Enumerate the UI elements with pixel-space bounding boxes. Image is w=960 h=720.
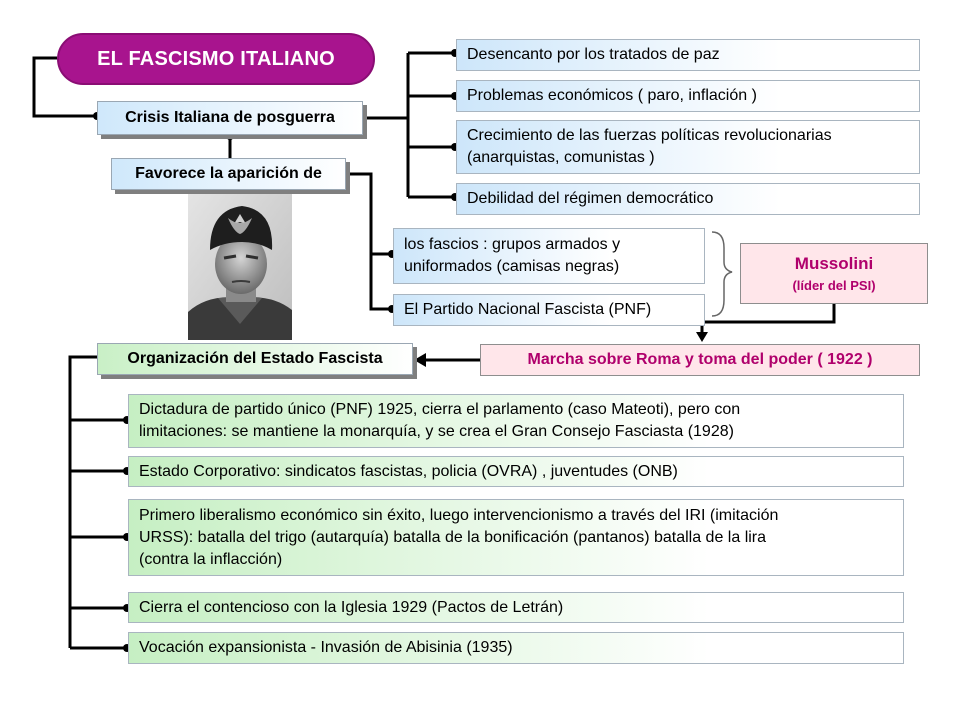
mussolini-subtitle: (líder del PSI) [792,278,876,293]
organizacion-label-box [97,343,413,375]
organizacion-item-text-line2: limitaciones: se mantiene la monarquía, y se crea el Gran Consejo Fasciasta (1928) [139,423,734,440]
favorece-label-box [111,158,346,190]
organizacion-label: Organización del Estado Fascista [127,350,383,367]
crisis-label: Crisis Italiana de posguerra [125,109,335,126]
favorece-item-text: El Partido Nacional Fascista (PNF) [404,301,652,318]
organizacion-item-text: Vocación expansionista - Invasión de Abisinia (1935) [139,639,513,656]
portrait-image-icon [188,194,292,340]
mussolini-name: Mussolini [794,254,874,273]
organizacion-item-dictadura [128,394,904,448]
organizacion-item-text-line1: Dictadura de partido único (PNF) 1925, cierra el parlamento (caso Mateoti), pero con [139,401,741,418]
organizacion-item-corporativo [128,456,904,487]
marcha-text: Marcha sobre Roma y toma del poder ( 1922 ) [527,351,873,368]
crisis-item-crecimiento [456,120,920,174]
crisis-item-text: Problemas económicos ( paro, inflación ) [467,87,757,104]
crisis-item-desencanto [456,39,920,71]
mussolini-portrait [188,194,292,340]
crisis-label-box [97,101,363,135]
organizacion-item-iglesia [128,592,904,623]
organizacion-item-text: Cierra el contencioso con la Iglesia 1929 (Pactos de Letrán) [139,598,564,616]
organizacion-item-text-line2: URSS): batalla del trigo (autarquía) batalla de la bonificación (pantanos) batalla de la lira [139,528,767,546]
marcha-box [480,344,920,376]
organizacion-item-text: Estado Corporativo: sindicatos fascistas, policia (OVRA) , juventudes (ONB) [139,462,678,480]
favorece-item-fascios [393,228,705,284]
crisis-item-problemas [456,80,920,112]
organizacion-item-text-line3: (contra la inflacción) [139,550,283,568]
crisis-item-text-line2: (anarquistas, comunistas ) [467,149,655,166]
organizacion-item-abisinia [128,632,904,664]
favorece-label: Favorece la aparición de [135,165,322,182]
organizacion-item-economia [128,499,904,576]
crisis-item-text-line1: Crecimiento de las fuerzas políticas revolucionarias [467,127,832,144]
organizacion-item-text-line1: Primero liberalismo económico sin éxito, luego intervencionismo a través del IRI (imitación [139,506,779,524]
favorece-item-text-line1: los fascios : grupos armados y [404,236,621,253]
mussolini-box [740,243,928,304]
favorece-item-pnf [393,294,705,326]
diagram-title-text: EL FASCISMO ITALIANO [97,47,335,70]
crisis-item-text: Desencanto por los tratados de paz [467,46,720,63]
diagram-title [57,33,375,85]
crisis-item-debilidad [456,183,920,215]
favorece-item-text-line2: uniformados (camisas negras) [404,258,620,275]
crisis-item-text: Debilidad del régimen democrático [467,190,714,207]
